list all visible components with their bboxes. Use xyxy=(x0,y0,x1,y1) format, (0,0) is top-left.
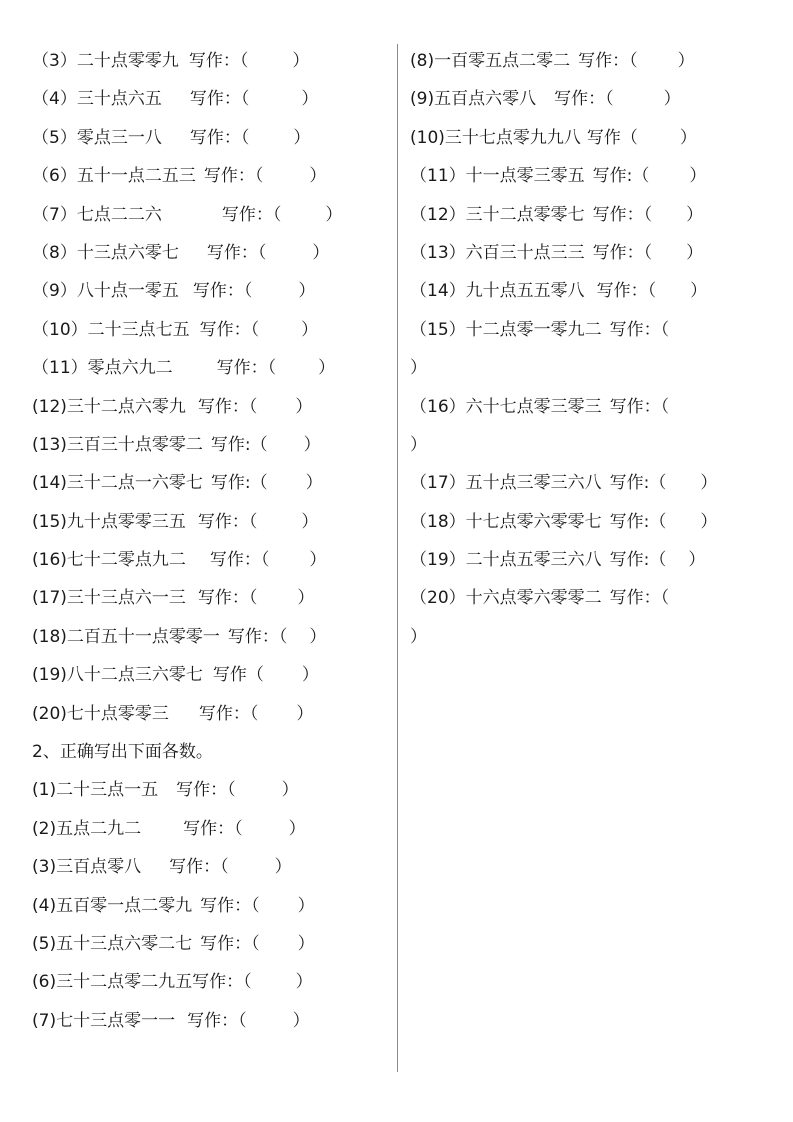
write-prompt: 写作：（ xyxy=(206,242,267,263)
exercise-label: （5）零点三一八 xyxy=(32,127,162,148)
answer-blank-close[interactable]: ） xyxy=(686,204,704,225)
exercise-line xyxy=(32,464,394,502)
exercise-line xyxy=(410,388,760,426)
exercise-label: (12)三十二点六零九 xyxy=(32,396,186,417)
exercise-line xyxy=(410,80,760,118)
write-prompt: 写作：（ xyxy=(189,89,250,110)
write-prompt: 写作：（ xyxy=(192,972,252,993)
right-column xyxy=(410,42,760,656)
write-prompt: 写作：（ xyxy=(209,550,270,571)
answer-blank-close[interactable]: ） xyxy=(303,434,321,455)
answer-blank-close[interactable]: ） xyxy=(293,127,311,148)
write-prompt: 写作：（ xyxy=(189,127,250,148)
exercise-line xyxy=(410,426,760,464)
exercise-label: （3）二十点零零九 xyxy=(32,51,179,71)
write-prompt: 写作：（ xyxy=(198,703,259,724)
answer-blank-close[interactable]: ） xyxy=(312,242,330,263)
exercise-label: （4）三十点六五 xyxy=(32,89,162,110)
write-prompt: 写作：（ xyxy=(221,204,282,225)
exercise-label: ） xyxy=(410,434,427,455)
exercise-label: (15)九十点零零三五 xyxy=(32,511,186,532)
exercise-line xyxy=(32,618,394,656)
exercise-label: (3)三百点零八 xyxy=(32,857,142,878)
exercise-label: (1)二十三点一五 xyxy=(32,780,159,801)
exercise-label: （7）七点二二六 xyxy=(32,204,162,225)
write-prompt: 写作：（ xyxy=(609,319,670,340)
exercise-label: (6)三十二点零二九五 xyxy=(32,972,193,993)
exercise-line xyxy=(32,733,394,771)
exercise-line xyxy=(32,848,394,886)
write-prompt: 写作：（ xyxy=(176,780,236,801)
exercise-label: ） xyxy=(410,626,427,647)
exercise-label: （8）十三点六零七 xyxy=(32,242,179,263)
write-prompt: 写作:（ xyxy=(592,166,650,187)
exercise-label: （20）十六点零六零零二 xyxy=(410,588,602,609)
write-prompt: 写作:（ xyxy=(609,473,667,494)
exercise-label: （18）十七点零六零零七 xyxy=(410,511,602,532)
exercise-label: (19)八十二点三六零七 xyxy=(32,665,203,686)
answer-blank-close[interactable]: ） xyxy=(689,166,707,187)
answer-blank-close[interactable]: ） xyxy=(297,933,315,954)
exercise-label: （6）五十一点二五三 xyxy=(32,166,196,187)
exercise-label: （11）零点六九二 xyxy=(32,358,173,379)
answer-blank-close[interactable]: ） xyxy=(305,473,323,494)
answer-blank-close[interactable]: ） xyxy=(281,780,299,801)
exercise-label: (20)七十点零零三 xyxy=(32,703,169,724)
write-prompt: 写作：（ xyxy=(609,396,670,417)
answer-blank-close[interactable]: ） xyxy=(679,127,697,148)
exercise-label: （13）六百三十点三三 xyxy=(410,242,585,263)
write-prompt: 写作：（ xyxy=(192,281,253,302)
write-prompt: 写作：（ xyxy=(227,626,288,647)
exercise-line xyxy=(32,579,394,617)
exercise-label: （11）十一点零三零五 xyxy=(410,166,585,187)
answer-blank-close[interactable]: ） xyxy=(690,281,708,302)
exercise-line xyxy=(32,503,394,541)
exercise-line xyxy=(32,656,394,694)
answer-blank-close[interactable]: ） xyxy=(309,626,327,647)
write-prompt: 写作：（ xyxy=(197,588,258,609)
answer-blank-close[interactable]: ） xyxy=(301,89,319,110)
exercise-label: (14)三十二点一六零七 xyxy=(32,473,203,494)
answer-blank-close[interactable]: ） xyxy=(292,51,310,71)
write-prompt: 写作：（ xyxy=(200,933,260,954)
exercise-label: (10)三十七点零九九八 xyxy=(410,127,581,148)
answer-blank-close[interactable]: ） xyxy=(309,166,327,187)
exercise-line xyxy=(32,119,394,157)
write-prompt: 写作：（ xyxy=(200,895,260,916)
exercise-line xyxy=(32,80,394,118)
write-prompt: 写作：（ xyxy=(554,89,614,110)
answer-blank-close[interactable]: ） xyxy=(686,242,704,263)
write-prompt: 写作：（ xyxy=(609,588,670,609)
write-prompt: 写作：（ xyxy=(187,1010,247,1031)
exercise-line xyxy=(410,157,760,195)
answer-blank-close[interactable]: ） xyxy=(292,1010,310,1031)
answer-blank-close[interactable]: ） xyxy=(700,511,718,532)
exercise-line xyxy=(410,272,760,310)
exercise-line xyxy=(32,157,394,195)
answer-blank-close[interactable]: ） xyxy=(296,703,314,724)
exercise-label: (2)五点二九二 xyxy=(32,818,142,839)
write-prompt: 写作:（ xyxy=(210,473,268,494)
exercise-line xyxy=(410,579,760,617)
exercise-line xyxy=(32,311,394,349)
write-prompt: 写作：（ xyxy=(596,281,657,302)
answer-blank-close[interactable]: ） xyxy=(663,89,681,110)
exercise-line xyxy=(32,695,394,733)
answer-blank-close[interactable]: ） xyxy=(301,511,319,532)
write-prompt: 写作：（ xyxy=(197,511,258,532)
answer-blank-close[interactable]: ） xyxy=(297,588,315,609)
answer-blank-close[interactable]: ） xyxy=(295,972,313,993)
exercise-label: （19）二十点五零三六八 xyxy=(410,550,602,571)
answer-blank-close[interactable]: ） xyxy=(700,473,718,494)
exercise-label: (8)一百零五点二零二 xyxy=(410,51,571,71)
exercise-line xyxy=(410,234,760,272)
write-prompt: 写作:（ xyxy=(210,434,268,455)
exercise-line xyxy=(410,42,760,80)
write-prompt: 写作：（ xyxy=(169,857,229,878)
write-prompt: 写作：（ xyxy=(592,242,653,263)
answer-blank-close[interactable]: ） xyxy=(288,818,306,839)
exercise-label: （15）十二点零一零九二 xyxy=(410,319,602,340)
write-prompt: 写作（ xyxy=(212,665,264,686)
exercise-line xyxy=(32,541,394,579)
exercise-line xyxy=(32,388,394,426)
write-prompt: 写作：（ xyxy=(183,818,243,839)
exercise-line xyxy=(410,119,760,157)
answer-blank-close[interactable]: ） xyxy=(318,358,336,379)
exercise-label: (9)五百点六零八 xyxy=(410,89,537,110)
exercise-line xyxy=(32,42,394,80)
exercise-label: (18)二百五十一点零零一 xyxy=(32,626,220,647)
exercise-label: (16)七十二零点九二 xyxy=(32,550,186,571)
answer-blank-close[interactable]: ） xyxy=(298,281,316,302)
write-prompt: 写作：（ xyxy=(216,358,277,379)
write-prompt: 写作:（ xyxy=(609,550,667,571)
answer-blank-close[interactable]: ） xyxy=(297,895,315,916)
exercise-label: 2、正确写出下面各数。 xyxy=(32,742,213,763)
exercise-label: （12）三十二点零零七 xyxy=(410,204,585,225)
answer-blank-close[interactable]: ） xyxy=(688,550,706,571)
exercise-label: （16）六十七点零三零三 xyxy=(410,396,602,417)
exercise-label: (7)七十三点零一一 xyxy=(32,1010,176,1031)
answer-blank-close[interactable]: ） xyxy=(274,857,292,878)
exercise-line xyxy=(32,426,394,464)
write-prompt: 写作：（ xyxy=(188,51,249,71)
exercise-line xyxy=(32,234,394,272)
write-prompt: 写作：（ xyxy=(197,396,258,417)
column-divider xyxy=(397,44,398,1072)
exercise-line xyxy=(410,541,760,579)
write-prompt: 写作:（ xyxy=(609,511,667,532)
exercise-line xyxy=(410,503,760,541)
exercise-label: （14）九十点五五零八 xyxy=(410,281,585,302)
exercise-label: （9）八十点一零五 xyxy=(32,281,179,302)
answer-blank-close[interactable]: ） xyxy=(295,396,313,417)
exercise-line xyxy=(32,1002,394,1040)
exercise-label: (13)三百三十点零零二 xyxy=(32,434,203,455)
exercise-line xyxy=(32,963,394,1001)
exercise-line xyxy=(410,311,760,349)
write-prompt: 写作：（ xyxy=(203,166,264,187)
exercise-line xyxy=(32,925,394,963)
exercise-label: (17)三十三点六一三 xyxy=(32,588,186,609)
exercise-label: （10）二十三点七五 xyxy=(32,319,190,340)
exercise-line xyxy=(32,771,394,809)
exercise-line xyxy=(32,272,394,310)
exercise-line xyxy=(32,349,394,387)
write-prompt: 写作：（ xyxy=(592,204,653,225)
exercise-label: ） xyxy=(410,358,427,379)
exercise-line xyxy=(410,349,760,387)
write-prompt: 写作：（ xyxy=(578,51,638,71)
answer-blank-close[interactable]: ） xyxy=(301,665,319,686)
answer-blank-close[interactable]: ） xyxy=(309,550,327,571)
write-prompt: 写作：（ xyxy=(199,319,260,340)
exercise-label: (4)五百零一点二零九 xyxy=(32,895,193,916)
write-prompt: 写作（ xyxy=(586,127,638,148)
answer-blank-close[interactable]: ） xyxy=(677,51,695,71)
answer-blank-close[interactable]: ） xyxy=(325,204,343,225)
left-column xyxy=(32,42,394,1040)
exercise-line xyxy=(32,887,394,925)
exercise-label: （17）五十点三零三六八 xyxy=(410,473,602,494)
exercise-line xyxy=(32,810,394,848)
exercise-line xyxy=(410,196,760,234)
answer-blank-close[interactable]: ） xyxy=(301,319,319,340)
exercise-line xyxy=(410,464,760,502)
exercise-line xyxy=(410,618,760,656)
exercise-label: (5)五十三点六零二七 xyxy=(32,933,193,954)
exercise-line xyxy=(32,196,394,234)
